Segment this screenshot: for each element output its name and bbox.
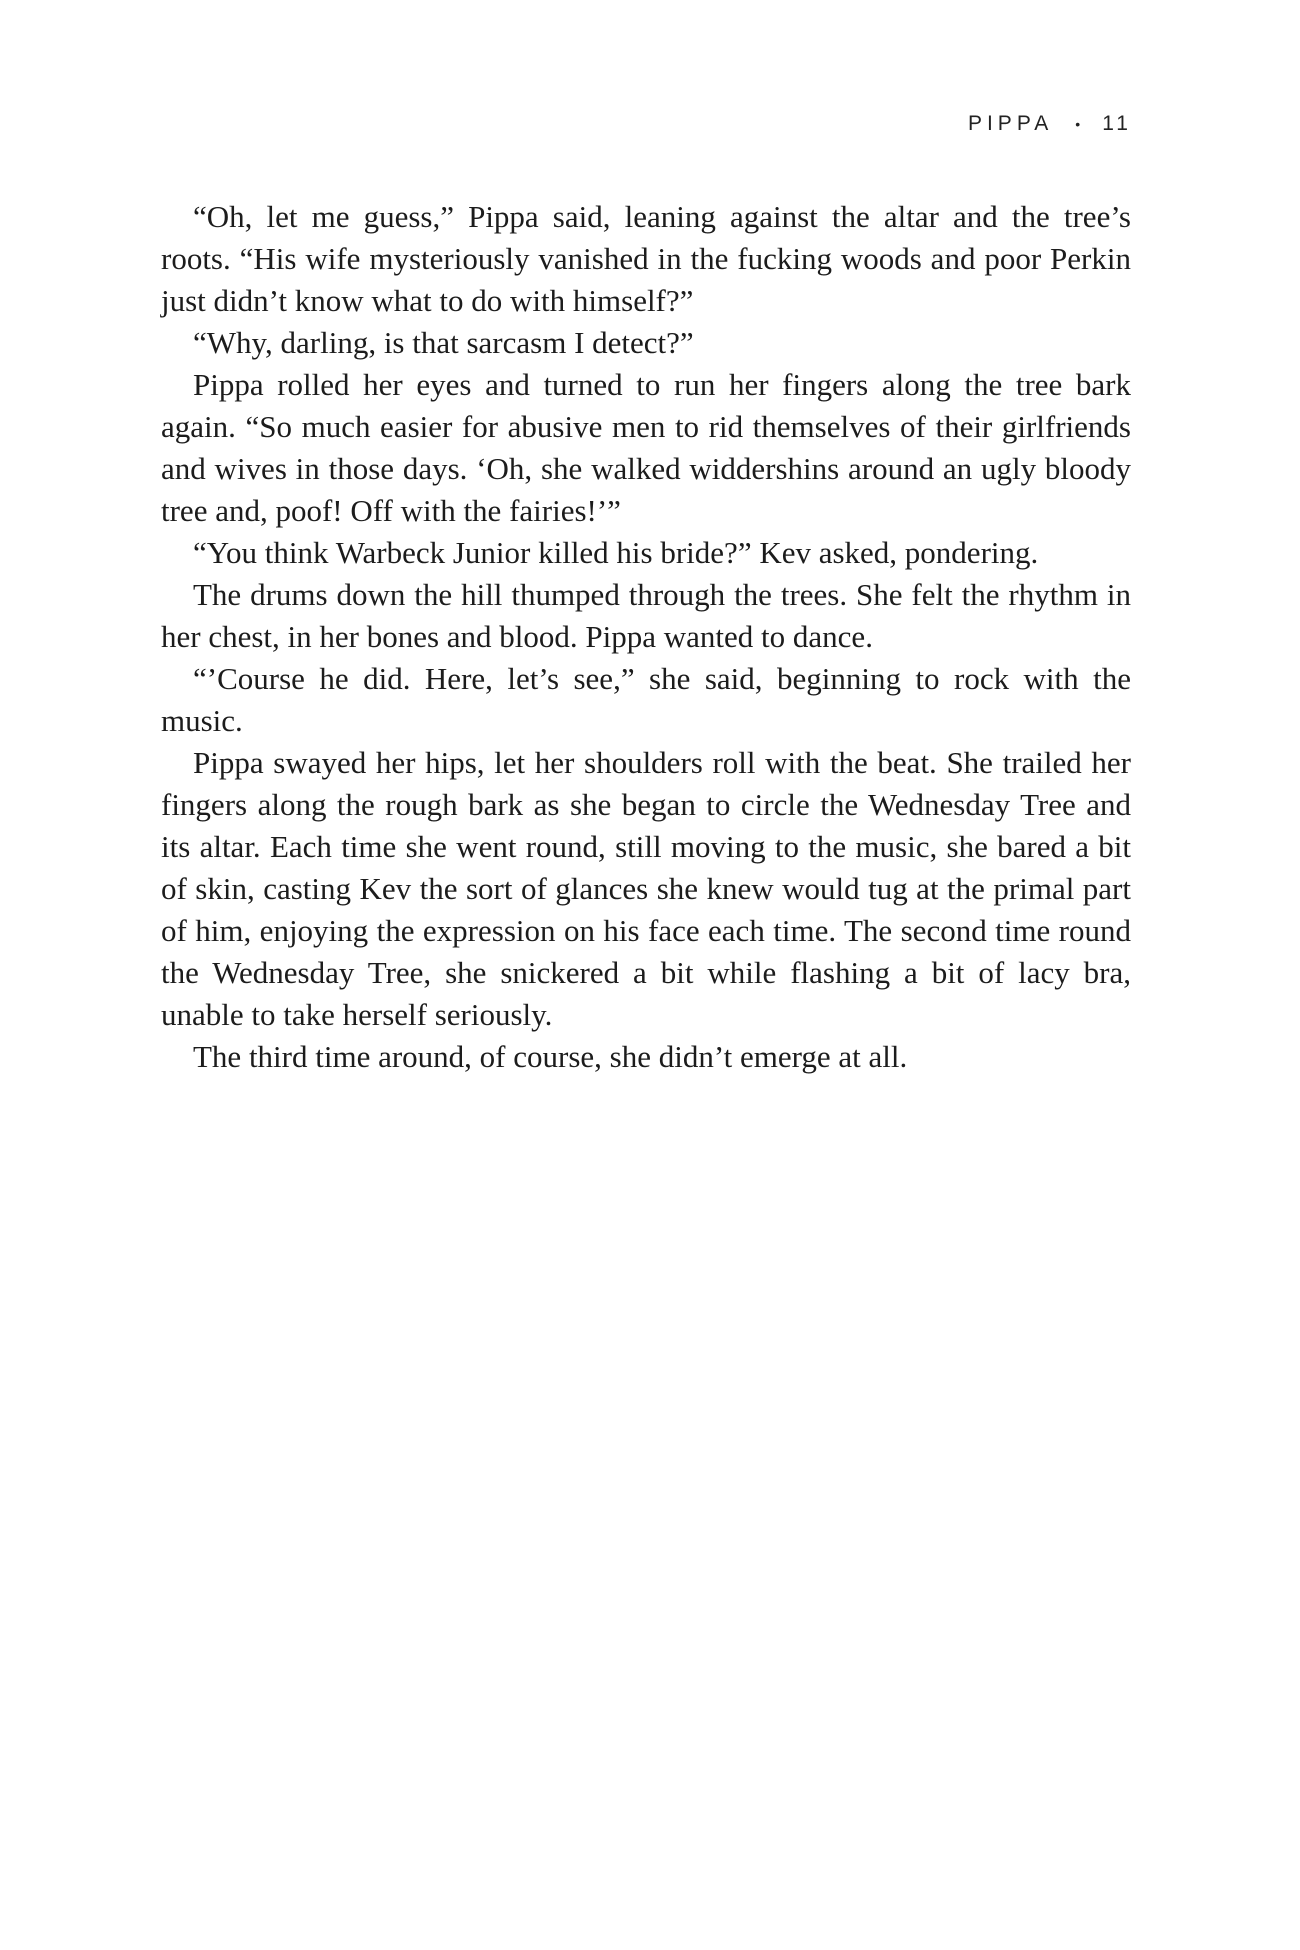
paragraph: Pippa rolled her eyes and turned to run her fingers along the tree bark again. “So much easier for abusive men to rid themselves of their girlfriends and wives in those days. ‘Oh, she walked widdershins around an ugly bloody tree and, poof! Off with the fairies!’” — [161, 367, 1131, 528]
paragraph: “’Course he did. Here, let’s see,” she said, beginning to rock with the music. — [161, 661, 1131, 738]
paragraph: Pippa swayed her hips, let her shoulders roll with the beat. She trailed her fingers along the rough bark as she began to circle the Wednesday Tree and its altar. Each time she went round, still moving to the music, she bared a bit of skin, casting Kev the sort of glances she knew would tug at the primal part of him, enjoying the expression on his face each time. The second time round the Wednesday Tree, she snickered a bit while flashing a bit of lacy bra, unable to take herself seriously. — [161, 745, 1131, 1032]
paragraph: The third time around, of course, she didn’t emerge at all. — [193, 1039, 908, 1074]
running-header — [968, 112, 1132, 136]
body-text — [161, 196, 1131, 1078]
paragraph: “You think Warbeck Junior killed his bride?” Kev asked, pondering. — [193, 535, 1039, 570]
running-head-separator: • — [1075, 116, 1081, 132]
page-number: 11 — [1102, 112, 1132, 135]
running-head-title: PIPPA — [967, 112, 1054, 135]
paragraph: “Oh, let me guess,” Pippa said, leaning against the altar and the tree’s roots. “His wife mysteriously vanished in the fucking woods and poor Perkin just didn’t know what to do with himself?” — [161, 199, 1131, 318]
paragraph: The drums down the hill thumped through the trees. She felt the rhythm in her chest, in her bones and blood. Pippa wanted to dance. — [161, 577, 1131, 654]
paragraph: “Why, darling, is that sarcasm I detect?” — [193, 325, 694, 360]
